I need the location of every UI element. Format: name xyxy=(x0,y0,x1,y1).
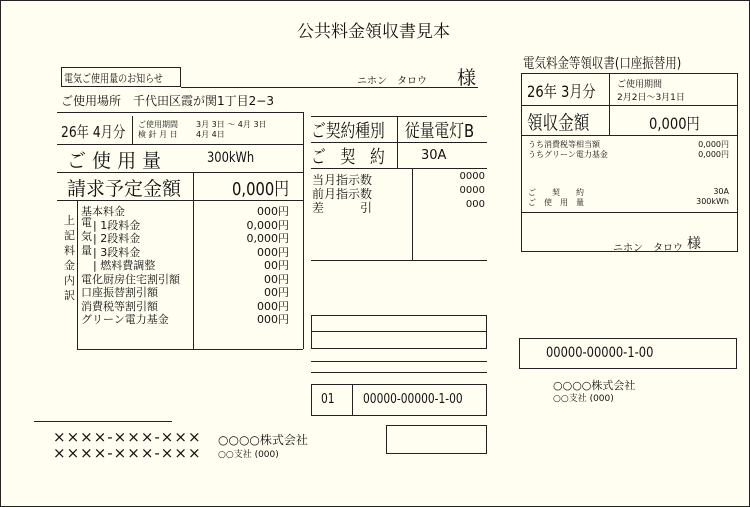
receipt-honorific: 様 xyxy=(687,236,701,252)
breakdown-item-value: 000円 xyxy=(257,245,289,259)
location-label: ご使用場所 xyxy=(61,94,122,108)
stub-line-1: ××××-×××-××× xyxy=(53,428,202,446)
breakdown-item-value: 000円 xyxy=(257,299,289,313)
breakdown-side-label: 上記料金内訳 xyxy=(64,214,75,302)
period-value: 3月 3日 〜 4月 3日 xyxy=(196,120,267,129)
blank-box-rule xyxy=(311,331,487,332)
billing-amount: 0,000円 xyxy=(232,179,290,200)
receipt-company-branch: ○○支社 (000) xyxy=(553,394,614,404)
code-value: 00000-00000-1-00 xyxy=(363,392,463,407)
breakdown-item-value: 0,000円 xyxy=(246,232,289,245)
company-name: ○○○○株式会社 xyxy=(218,433,308,447)
receipt-title: 電気料金等領収書(口座振替用) xyxy=(523,56,682,72)
receipt-row-rule xyxy=(521,105,738,106)
breakdown-divider xyxy=(193,172,194,349)
breakdown-left-rule xyxy=(77,200,78,349)
notice-label-box xyxy=(61,67,181,87)
reading-label: 差 引 xyxy=(312,201,373,215)
blank-box-1 xyxy=(311,315,487,349)
contract-label: ご 契 約 xyxy=(311,147,385,168)
notice-month: 26年 4月分 xyxy=(61,123,126,141)
usage-value: 300kWh xyxy=(207,150,255,166)
readings-divider xyxy=(412,168,413,260)
reading-value: 0000 xyxy=(459,185,485,196)
row-line xyxy=(57,144,303,145)
receipt-row-rule xyxy=(521,135,738,136)
page-title: 公共料金領収書見本 xyxy=(297,22,450,42)
code-box-divider xyxy=(352,384,353,416)
receipt-green-value: 0,000円 xyxy=(698,150,729,159)
contract-type-label: ご契約種別 xyxy=(311,121,385,142)
customer-name: ニホン タロウ xyxy=(357,76,427,87)
contract-row-rule xyxy=(311,168,487,169)
receipt-amount: 0,000円 xyxy=(649,114,700,133)
breakdown-item-label: グリーン電力基金 xyxy=(81,313,169,326)
reading-value: 000 xyxy=(465,199,485,210)
receipt-contract-label: ご 契 約 xyxy=(528,188,584,197)
meter-date-value: 4月 4日 xyxy=(196,130,225,139)
breakdown-item-value: 000円 xyxy=(257,205,289,218)
name-underline xyxy=(181,87,478,88)
reading-value: 0000 xyxy=(459,171,485,182)
receipt-contract-value: 30A xyxy=(713,187,729,196)
receipt-amount-divider xyxy=(609,105,610,135)
receipt-usage-label: ご 使 用 量 xyxy=(528,198,584,207)
breakdown-item-label: | 2段料金 xyxy=(93,232,141,245)
blank-rule xyxy=(311,361,487,362)
row-line xyxy=(57,200,303,201)
blank-box-2 xyxy=(386,425,487,454)
receipt-green-label: うちグリーン電力基金 xyxy=(528,150,608,159)
location-value: 千代田区霞が関1丁目2−3 xyxy=(133,94,274,108)
code-prefix: 01 xyxy=(321,392,335,407)
month-divider xyxy=(132,116,133,144)
receipt-amount-label: 領収金額 xyxy=(527,112,590,134)
breakdown-item-value: 000円 xyxy=(257,313,289,326)
blank-rule xyxy=(311,372,487,373)
breakdown-item-value: 0,000円 xyxy=(246,218,289,232)
location-underline xyxy=(57,112,303,113)
breakdown-item-label: 口座振替割引額 xyxy=(81,286,158,299)
stub-line-2: ××××-×××-××× xyxy=(53,444,202,462)
breakdown-item-value: 00円 xyxy=(264,272,289,286)
receipt-company-name: ○○○○株式会社 xyxy=(553,379,636,392)
receipt-period-label: ご使用期間 xyxy=(617,80,663,90)
receipt-month-divider xyxy=(609,73,610,105)
breakdown-item-label: 電化厨房住宅割引額 xyxy=(81,272,180,286)
customer-honorific: 様 xyxy=(457,67,477,89)
contract-value: 30A xyxy=(421,148,447,163)
reading-label: 当月指示数 xyxy=(312,173,373,187)
receipt-code: 00000-00000-1-00 xyxy=(546,345,654,361)
breakdown-item-value: 00円 xyxy=(264,259,289,272)
notice-right-rule xyxy=(303,112,304,349)
receipt-period-value: 2月2日〜3月1日 xyxy=(617,93,685,103)
meter-date-label: 検 針 月 日 xyxy=(138,130,178,139)
receipt-tax-label: うち消費税等相当額 xyxy=(528,140,600,149)
reading-label: 前月指示数 xyxy=(312,187,373,201)
receipt-usage-value: 300kWh xyxy=(696,197,729,206)
receipt-customer-name: ニホン タロウ xyxy=(613,243,683,254)
stub-rule xyxy=(34,421,172,422)
readings-bottom-rule xyxy=(311,260,487,261)
usage-label: ご 使 用 量 xyxy=(67,150,162,172)
breakdown-item-label: | 1段料金 xyxy=(93,218,141,232)
breakdown-item-label: | 燃料費調整 xyxy=(93,259,156,272)
breakdown-electric-label: 電気量 xyxy=(81,216,92,257)
breakdown-bottom-rule xyxy=(77,349,303,350)
breakdown-item-label: 消費税等割引額 xyxy=(81,299,158,313)
breakdown-item-value: 00円 xyxy=(264,286,289,299)
row-line xyxy=(57,172,303,173)
receipt-month: 26年 3月分 xyxy=(527,82,596,101)
receipt-tax-value: 0,000円 xyxy=(698,140,729,149)
company-branch: ○○支社 (000) xyxy=(218,450,279,460)
period-label: ご使用期間 xyxy=(138,120,178,129)
breakdown-item-label: | 3段料金 xyxy=(93,245,141,259)
billing-label: 請求予定金額 xyxy=(67,178,182,200)
receipt-row-rule xyxy=(521,212,738,213)
breakdown-item-label: 基本料金 xyxy=(81,205,125,218)
contract-type-value: 従量電灯B xyxy=(405,121,475,142)
notice-label: 電気ご使用量のお知らせ xyxy=(64,72,163,85)
